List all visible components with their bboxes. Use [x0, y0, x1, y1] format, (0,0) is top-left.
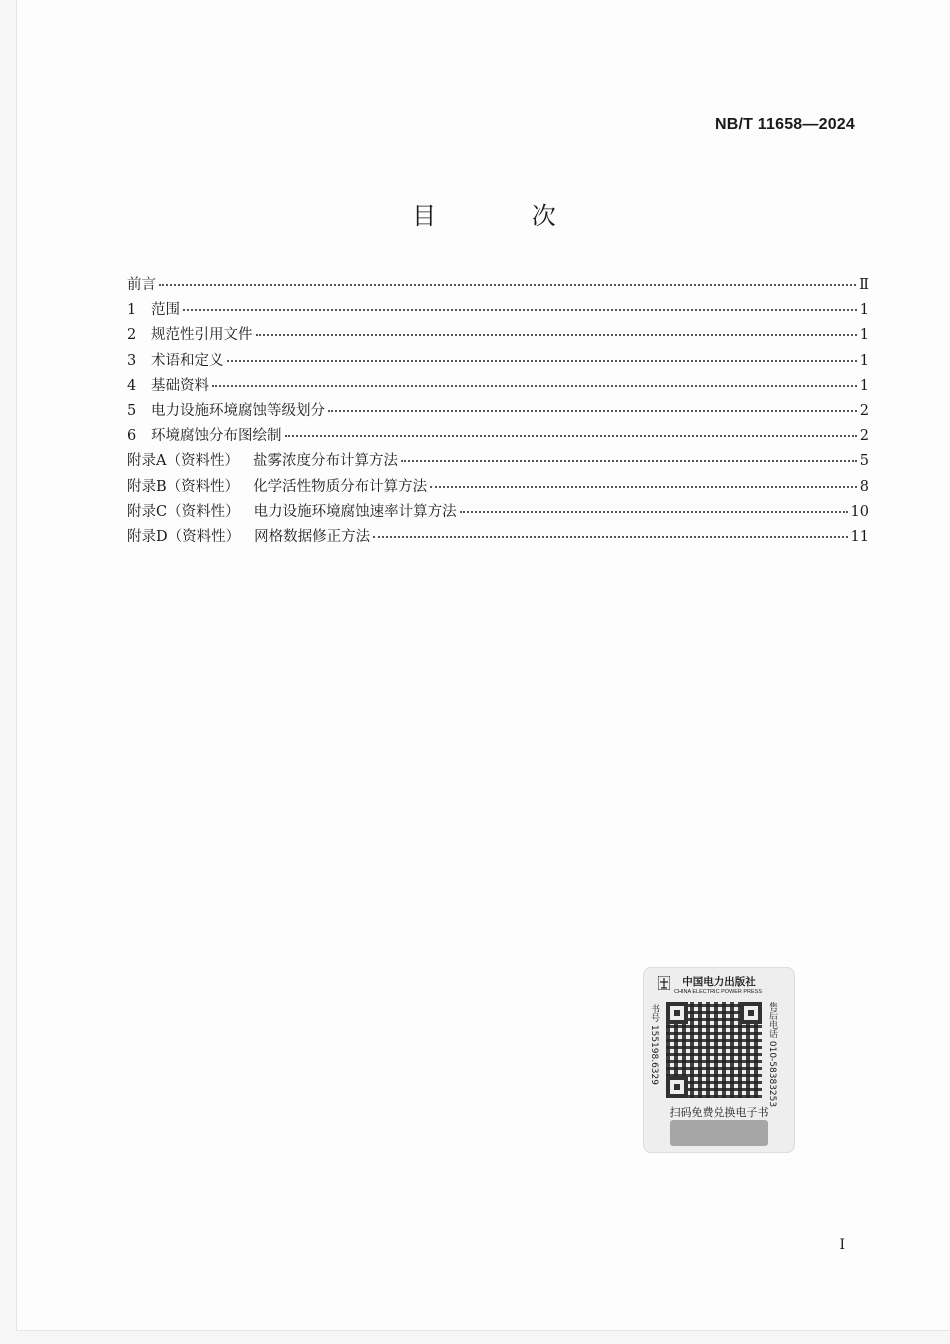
- toc-leader-dots: [159, 284, 856, 286]
- toc-entry-annex-label: 附录B（资料性）: [127, 478, 240, 495]
- toc-entry[interactable]: [127, 374, 869, 399]
- publisher-name: 中国电力出版社: [682, 976, 756, 988]
- toc-entry[interactable]: [127, 449, 869, 474]
- toc-entry-title: 化学活性物质分布计算方法: [253, 478, 428, 495]
- toc-entry-title: 盐雾浓度分布计算方法: [252, 453, 398, 470]
- toc-leader-dots: [430, 486, 857, 488]
- toc-entry-page: 2: [859, 402, 869, 419]
- toc-entry-number: 1: [127, 302, 137, 319]
- scratch-off-code-area: [670, 1120, 768, 1146]
- toc-entry-page: 1: [859, 352, 869, 369]
- toc-entry-title: 电力设施环境腐蚀等级划分: [151, 402, 325, 419]
- publisher-qr-sticker: [643, 967, 795, 1153]
- toc-entry-number: 2: [127, 327, 137, 344]
- toc-entry[interactable]: [127, 349, 869, 374]
- page-number: I: [839, 1237, 845, 1253]
- toc-entry-annex-label: 附录C（资料性）: [127, 503, 240, 520]
- toc-leader-dots: [460, 511, 848, 513]
- toc-entry[interactable]: [127, 399, 869, 424]
- toc-entry[interactable]: [127, 424, 869, 449]
- toc-leader-dots: [328, 410, 857, 412]
- toc-entry-number: 3: [127, 352, 137, 369]
- toc-leader-dots: [212, 385, 857, 387]
- toc-leader-dots: [227, 360, 857, 362]
- toc-entry-title: 术语和定义: [151, 352, 224, 369]
- toc-leader-dots: [183, 309, 857, 311]
- scan-label: 扫码免费兑换电子书: [669, 1106, 769, 1119]
- toc-leader-dots: [373, 536, 847, 538]
- toc-leader-dots: [256, 334, 857, 336]
- qr-code-icon[interactable]: [666, 1002, 762, 1098]
- toc-entry-page: Ⅱ: [859, 277, 869, 293]
- toc-entry-page: 8: [859, 478, 869, 495]
- document-page: [16, 0, 950, 1331]
- hotline: 售后电话 010-58383253: [767, 1002, 777, 1108]
- toc-entry-page: 2: [859, 428, 869, 445]
- toc-entry-number: 6: [127, 428, 137, 445]
- toc-entry-annex-label: 附录A（资料性）: [127, 453, 239, 470]
- toc-entry[interactable]: [127, 273, 869, 298]
- toc-entry[interactable]: [127, 323, 869, 348]
- toc-entry-number: 4: [127, 377, 137, 394]
- toc-leader-dots: [285, 435, 857, 437]
- toc-entry-page: 1: [859, 327, 869, 344]
- toc-entry-number: 5: [127, 402, 137, 419]
- toc-title: 目 次: [412, 202, 600, 230]
- toc-entry[interactable]: [127, 500, 869, 525]
- toc-entry-annex-label: 附录D（资料性）: [127, 528, 241, 545]
- toc-entry[interactable]: [127, 475, 869, 500]
- publisher-name-en: CHINA ELECTRIC POWER PRESS: [674, 989, 763, 995]
- toc-entry[interactable]: [127, 525, 869, 550]
- toc-entry-title: 范围: [151, 302, 180, 319]
- toc-leader-dots: [401, 460, 857, 462]
- toc-entry-page: 11: [850, 528, 869, 545]
- toc-entry-title: 基础资料: [151, 377, 209, 394]
- toc-entry-title: 电力设施环境腐蚀速率计算方法: [253, 503, 457, 520]
- toc-entry-page: 1: [859, 377, 869, 394]
- toc-entry[interactable]: [127, 298, 869, 323]
- standard-code: NB/T 11658—2024: [715, 116, 855, 133]
- toc-entry-title: 网格数据修正方法: [254, 528, 371, 545]
- table-of-contents: [127, 273, 869, 550]
- toc-entry-title: 环境腐蚀分布图绘制: [151, 428, 282, 445]
- toc-entry-page: 1: [859, 302, 869, 319]
- toc-entry-page: 5: [859, 453, 869, 470]
- toc-entry-page: 10: [850, 503, 869, 520]
- toc-entry-title: 前言: [127, 277, 156, 293]
- toc-entry-title: 规范性引用文件: [151, 327, 253, 344]
- book-number: 书号 155198.6329: [649, 1004, 659, 1085]
